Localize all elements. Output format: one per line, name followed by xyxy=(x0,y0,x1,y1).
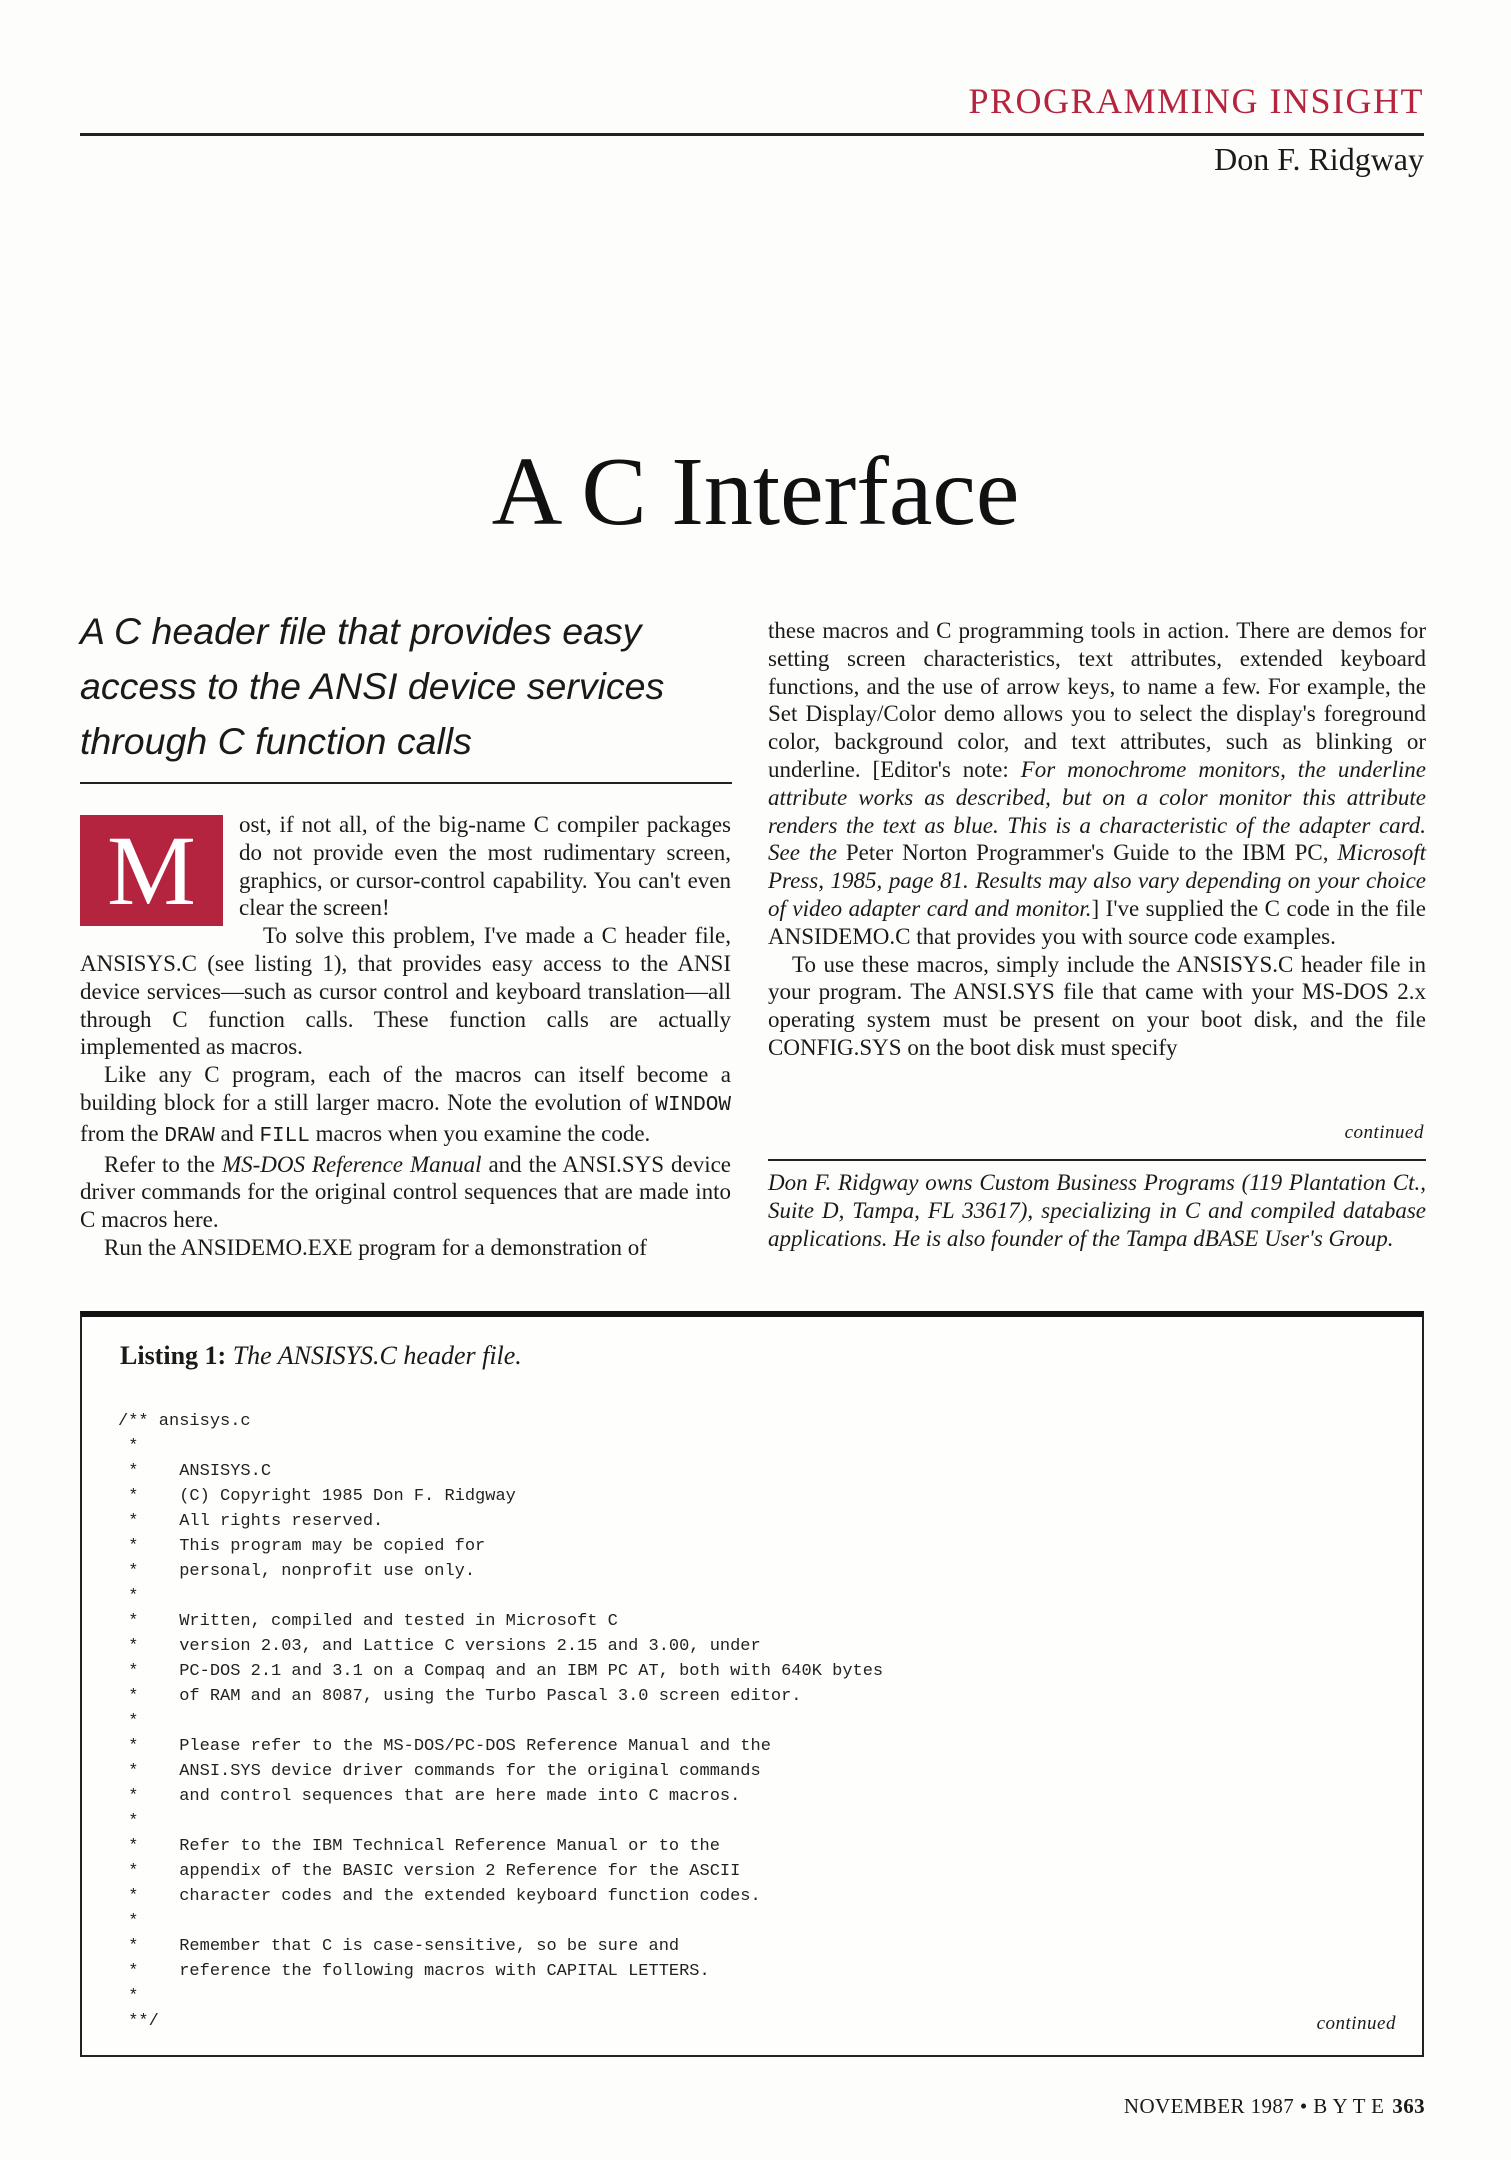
code-line: * ANSISYS.C xyxy=(118,1462,272,1481)
listing-label: Listing 1: xyxy=(120,1341,227,1370)
paragraph-4: Refer to the MS-DOS Reference Manual and the ANSI.SYS device driver commands for the original control sequences that are made into C macros here. xyxy=(80,1151,731,1233)
code-line: * xyxy=(118,1987,139,2006)
article-column-left xyxy=(80,811,731,1262)
article-deck xyxy=(80,604,735,769)
paragraph-6: To use these macros, simply include the ANSISYS.C header file in your program. The ANSI.SYS file that came with your MS-DOS 2.x operating system must be present on your boot disk, and the file CONFIG.SYS on the boot disk must specify xyxy=(768,951,1426,1060)
code-window: WINDOW xyxy=(655,1093,731,1117)
listing-box xyxy=(80,1311,1424,2057)
code-draw: DRAW xyxy=(164,1124,215,1148)
manual-title: MS-DOS Reference Manual xyxy=(221,1151,482,1177)
deck-line: A C header file that provides easy xyxy=(80,610,642,652)
code-line: * reference the following macros with CAPITAL LETTERS. xyxy=(118,1962,710,1981)
code-listing xyxy=(118,1409,883,2034)
deck-line: through C function calls xyxy=(80,720,472,762)
code-line: * (C) Copyright 1985 Don F. Ridgway xyxy=(118,1487,516,1506)
listing-title xyxy=(120,1341,522,1371)
issue-label: NOVEMBER 1987 • B Y T E xyxy=(1123,2094,1385,2118)
paragraph-5-cont: these macros and C programming tools in action. There are demos for setting screen characteristics, text attributes, extended keyboard functions, and the use of arrow keys, to name a few. For example, the Set Display/Color demo allows you to select the display's foreground color, background color, and text attributes, such as blinking or underline. [Editor's note: For monochrome monitors, the underline attribute works as described, but on a color monitor this attribute renders the text as blue. This is a characteristic of the adapter card. See the Peter Norton Programmer's Guide to the IBM PC, Microsoft Press, 1985, page 81. Results may also vary depending on your choice of video adapter card and monitor.] I've supplied the C code in the file ANSIDEMO.C that provides you with source code examples. xyxy=(768,618,1426,949)
code-fill: FILL xyxy=(259,1124,310,1148)
page-number: 363 xyxy=(1392,2094,1425,2118)
editors-note-cont: Microsoft Press, 1985, page 81. Results may also vary depending on your choice of video adapter card and monitor. xyxy=(768,840,1426,921)
code-line: * Refer to the IBM Technical Reference Manual or to the xyxy=(118,1837,720,1856)
code-line: * of RAM and an 8087, using the Turbo Pascal 3.0 screen editor. xyxy=(118,1687,802,1706)
editors-note: For monochrome monitors, the underline attribute works as described, but on a color monitor this attribute renders the text as blue. This is a characteristic of the adapter card. See the xyxy=(768,756,1426,866)
code-line: * and control sequences that are here made into C macros. xyxy=(118,1787,741,1806)
paragraph-2: To solve this problem, I've made a C header file, ANSISYS.C (see listing 1), that provides easy access to the ANSI device services—such as cursor control and keyboard translation—all through C function calls. These function calls are actually implemented as macros. xyxy=(80,923,731,1060)
byline-author: Don F. Ridgway xyxy=(1214,141,1424,177)
paragraph-3: Like any C program, each of the macros can itself become a building block for a still larger macro. Note the evolution of WINDOW from the DRAW and FILL macros when you examine the code. xyxy=(80,1062,731,1148)
code-line: * Written, compiled and tested in Microsoft C xyxy=(118,1612,618,1631)
listing-continued-label: continued xyxy=(1316,2013,1396,2034)
code-line: * xyxy=(118,1812,139,1831)
code-line: * personal, nonprofit use only. xyxy=(118,1562,476,1581)
paragraph-5-start: Run the ANSIDEMO.EXE program for a demonstration of xyxy=(104,1234,647,1260)
article-title: A C Interface xyxy=(491,438,1020,546)
code-line: * xyxy=(118,1712,139,1731)
code-line: * PC-DOS 2.1 and 3.1 on a Compaq and an IBM PC AT, both with 640K bytes xyxy=(118,1662,884,1681)
drop-cap: M xyxy=(80,815,223,926)
code-line: * appendix of the BASIC version 2 Reference for the ASCII xyxy=(118,1862,741,1881)
article-column-right xyxy=(768,617,1426,1062)
code-line: * character codes and the extended keyboard function codes. xyxy=(118,1887,761,1906)
code-line: * Remember that C is case-sensitive, so be sure and xyxy=(118,1937,680,1956)
code-line: * ANSI.SYS device driver commands for the original commands xyxy=(118,1762,761,1781)
code-line: /** ansisys.c xyxy=(118,1412,251,1431)
deck-line: access to the ANSI device services xyxy=(80,665,665,707)
header-rule xyxy=(80,133,1424,136)
code-line: * Please refer to the MS-DOS/PC-DOS Reference Manual and the xyxy=(118,1737,771,1756)
code-line: * xyxy=(118,1437,139,1456)
listing-caption: The ANSISYS.C header file. xyxy=(232,1341,522,1370)
code-line: * xyxy=(118,1587,139,1606)
continued-label: continued xyxy=(1344,1122,1424,1143)
section-label: PROGRAMMING INSIGHT xyxy=(968,81,1424,121)
code-line: * All rights reserved. xyxy=(118,1512,384,1531)
code-line: * This program may be copied for xyxy=(118,1537,486,1556)
author-bio: Don F. Ridgway owns Custom Business Programs (119 Plantation Ct., Suite D, Tampa, FL 33617), specializing in C and compiled database applications. He is also founder of the Tampa dBASE User's Group. xyxy=(768,1170,1426,1251)
code-line: **/ xyxy=(118,2012,159,2031)
paragraph-1: ost, if not all, of the big-name C compiler packages do not provide even the most rudimentary screen, graphics, or cursor-control capability. You can't even clear the screen! xyxy=(239,812,731,921)
bio-rule xyxy=(768,1159,1426,1161)
page-footer xyxy=(1124,2094,1425,2119)
deck-rule xyxy=(80,782,732,784)
code-line: * version 2.03, and Lattice C versions 2.15 and 3.00, under xyxy=(118,1637,761,1656)
code-line: * xyxy=(118,1912,139,1931)
